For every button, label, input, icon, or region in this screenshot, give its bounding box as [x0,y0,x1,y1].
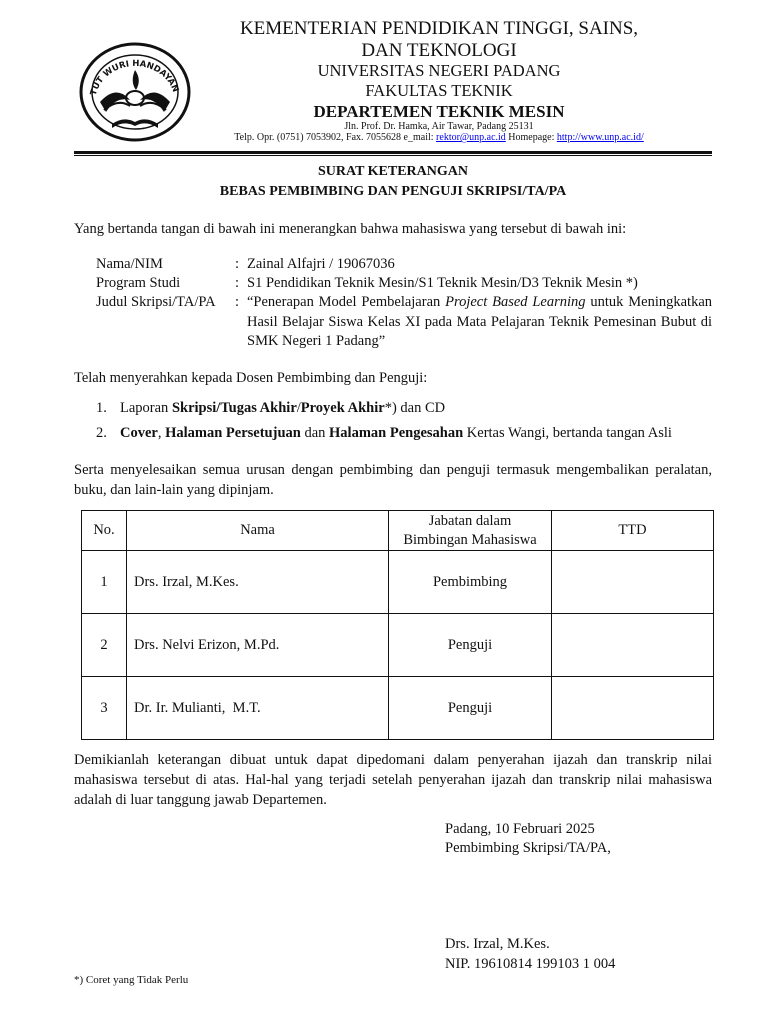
text: Laporan [120,400,172,416]
svg-text:TUT WURI HANDAYANI: TUT WURI HANDAYAN [88,58,181,97]
colon: : [235,275,240,291]
header-jabatan-line2: Bimbingan Mahasiswa [403,531,537,548]
intro-paragraph: Yang bertanda tangan di bawah ini menerangkan bahwa mahasiswa yang tersebut di bawah ini: [74,221,627,237]
row-nama-text: Drs. Nelvi Erizon, M.Pd. [134,636,280,653]
row-jabatan: Pembimbing [389,551,552,614]
signature-cell [552,551,714,614]
row-jabatan: Penguji [389,677,552,740]
bold-text: / [216,400,221,416]
email-link[interactable]: rektor@unp.ac.id [436,132,506,143]
signature-cell [552,677,714,740]
list-item-1 [96,398,445,418]
row-nama-text: Dr. Ir. Mulianti, M.T. [134,699,261,716]
signer-nip: NIP. 19610814 199103 1 004 [445,956,616,972]
ministry-name-line2: DAN TEKNOLOGI [361,40,517,61]
nama-nim-value: Zainal Alfajri / 19067036 [247,256,395,272]
judul-value [247,293,712,352]
row-no: 2 [82,614,127,677]
nama-nim-label: Nama/NIM [96,256,163,272]
text: , [157,425,166,441]
completion-paragraph: Serta menyelesaikan semua urusan dengan pembimbing dan penguji termasuk mengembalikan peralatan, buku, dan lain-lain yang dipinjam. [74,462,712,498]
row-nama [127,614,389,677]
judul-text-start: “Penerapan Model Pembelajaran [247,294,446,310]
examiner-table [81,510,714,740]
row-no: 1 [82,551,127,614]
text: *) dan CD [384,400,446,416]
document-title: SURAT KETERANGAN [317,164,468,179]
header-no: No. [82,511,127,551]
table-header-row [82,511,714,551]
faculty-name: FAKULTAS TEKNIK [365,81,513,100]
judul-label: Judul Skripsi/TA/PA [96,294,216,310]
colon: : [235,294,240,310]
header-divider-thin [74,155,712,156]
row-jabatan: Penguji [389,614,552,677]
tut-wuri-handayani-logo [76,40,194,144]
text: Kertas Wangi, bertanda tangan Asli [463,425,672,441]
address-line: Jln. Prof. Dr. Hamka, Air Tawar, Padang 25131 [344,121,534,132]
header-divider-thick [74,151,712,154]
signer-name: Drs. Irzal, M.Kes. [445,936,550,952]
signature-cell [552,614,714,677]
colon: : [235,256,240,272]
place-date: Padang, 10 Februari 2025 [445,821,595,837]
program-studi-label: Program Studi [96,275,181,291]
footnote: *) Coret yang Tidak Perlu [74,974,189,986]
bold-text: Halaman Persetujuan [165,425,301,441]
judul-text-italic: Project Based Learning [445,294,586,310]
list-number: 1. [96,400,107,416]
department-name: DEPARTEMEN TEKNIK MESIN [313,102,565,121]
homepage-link[interactable]: http://www.unp.ac.id/ [556,132,644,143]
university-name: UNIVERSITAS NEGERI PADANG [317,61,561,80]
table-row [82,677,714,740]
row-nama [127,551,389,614]
row-nama [127,677,389,740]
closing-paragraph: Demikianlah keterangan dibuat untuk dapat dipedomani dalam penyerahan ijazah dan transkrip nilai mahasiswa tersebut di atas. Hal-hal yang terjadi setelah penyerahan ijazah dan transkrip nilai mahasiswa adalah di luar tanggung jawab Departemen. [74,752,712,808]
row-no: 3 [82,677,127,740]
signer-role: Pembimbing Skripsi/TA/PA, [445,840,611,856]
homepage-label: Homepage: [505,132,557,143]
bold-text: Tugas Akhir [220,400,297,416]
document-subtitle: BEBAS PEMBIMBING DAN PENGUJI SKRIPSI/TA/PA [219,184,567,199]
row-nama-text: Drs. Irzal, M.Kes. [134,573,239,590]
ministry-name-line1: KEMENTERIAN PENDIDIKAN TINGGI, SAINS, [239,18,639,39]
list-number: 2. [96,425,107,441]
program-studi-value: S1 Pendidikan Teknik Mesin/S1 Teknik Mesin/D3 Teknik Mesin *) [247,275,638,291]
header-jabatan [389,511,552,551]
bold-text: Halaman Pengesahan [329,425,464,441]
judul-text-end: untuk Meningkatkan Hasil Belajar Siswa Kelas XI pada Mata Pelajaran Teknik Pemesinan Bubut di SMK Negeri 1 Padang” [247,294,713,349]
list-item-2 [96,423,672,443]
text: / [296,400,301,416]
header-jabatan-line1: Jabatan dalam [428,512,512,529]
bold-text: Proyek Akhir [300,400,385,416]
submitted-intro: Telah menyerahkan kepada Dosen Pembimbing dan Penguji: [74,370,428,386]
contact-line [200,133,678,143]
contact-phone-fax: Telp. Opr. (0751) 7053902, Fax. 7055628 e_mail: [234,132,437,143]
bold-text: Cover [120,425,158,441]
header-ttd: TTD [552,511,714,551]
text: dan [300,425,330,441]
header-nama: Nama [127,511,389,551]
table-row [82,614,714,677]
table-row [82,551,714,614]
bold-text: Skripsi [171,400,217,416]
